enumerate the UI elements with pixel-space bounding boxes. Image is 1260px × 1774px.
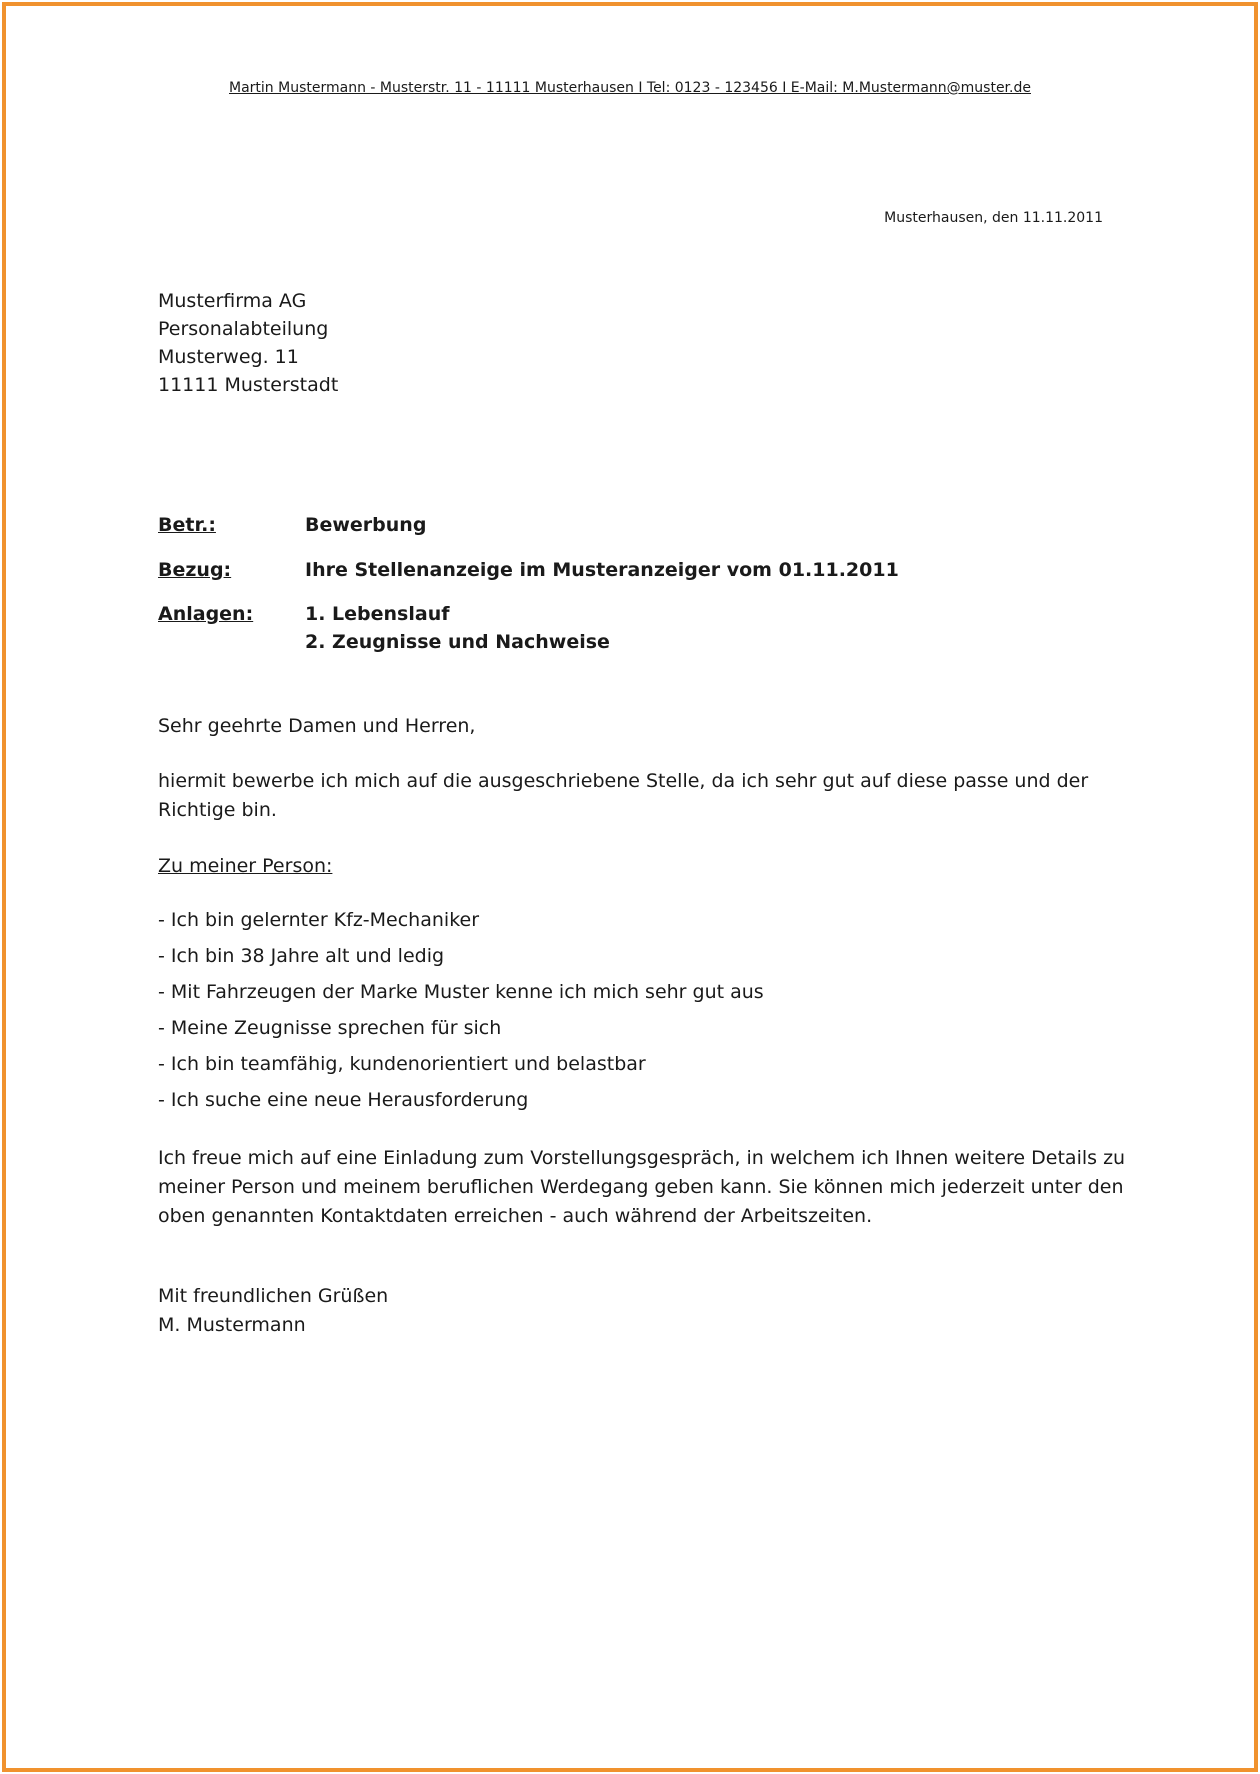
recipient-company: Musterfirma AG [158, 290, 307, 312]
list-item: - Mit Fahrzeugen der Marke Muster kenne ich mich sehr gut aus [158, 981, 764, 1003]
salutation: Sehr geehrte Damen und Herren, [158, 715, 476, 737]
subject-label: Betr.: [158, 514, 216, 536]
date-line: Musterhausen, den 11.11.2011 [884, 210, 1103, 226]
list-item: - Ich bin 38 Jahre alt und ledig [158, 945, 445, 967]
closing-line-2: meiner Person und meinem beruflichen Werdegang geben kann. Sie können mich jederzeit unter den [158, 1176, 1124, 1198]
reference-label: Bezug: [158, 559, 232, 581]
sign-off [158, 1282, 388, 1340]
closing-paragraph [158, 1144, 1125, 1231]
sender-address-line: Martin Mustermann - Musterstr. 11 - 11111 Musterhausen I Tel: 0123 - 123456 I E-Mail: M.Mustermann@muster.de [229, 80, 1031, 96]
recipient-department: Personalabteilung [158, 318, 329, 340]
intro-paragraph [158, 767, 1088, 825]
recipient-city: 11111 Musterstadt [158, 374, 339, 396]
qualification-list [158, 906, 764, 1122]
list-item: - Ich bin gelernter Kfz-Mechaniker [158, 909, 480, 931]
attachments-label: Anlagen: [158, 603, 254, 625]
signature: M. Mustermann [158, 1314, 306, 1336]
closing-line-3: oben genannten Kontaktdaten erreichen - auch während der Arbeitszeiten. [158, 1205, 873, 1227]
intro-line-2: Richtige bin. [158, 799, 277, 821]
intro-line-1: hiermit bewerbe ich mich auf die ausgeschriebene Stelle, da ich sehr gut auf diese passe und der [158, 770, 1089, 792]
attachment-item-2: 2. Zeugnisse und Nachweise [305, 631, 610, 653]
person-heading: Zu meiner Person: [158, 855, 333, 877]
reference-value: Ihre Stellenanzeige im Musteranzeiger vom 01.11.2011 [305, 559, 899, 581]
recipient-address [158, 287, 338, 399]
recipient-street: Musterweg. 11 [158, 346, 299, 368]
greeting: Mit freundlichen Grüßen [158, 1285, 389, 1307]
list-item: - Ich bin teamfähig, kundenorientiert und belastbar [158, 1053, 646, 1075]
subject-value: Bewerbung [305, 514, 427, 536]
list-item: - Meine Zeugnisse sprechen für sich [158, 1017, 502, 1039]
attachment-item-1: 1. Lebenslauf [305, 603, 450, 625]
closing-line-1: Ich freue mich auf eine Einladung zum Vorstellungsgespräch, in welchem ich Ihnen weitere Details zu [158, 1147, 1126, 1169]
page-frame [2, 2, 1258, 1772]
list-item: - Ich suche eine neue Herausforderung [158, 1089, 529, 1111]
